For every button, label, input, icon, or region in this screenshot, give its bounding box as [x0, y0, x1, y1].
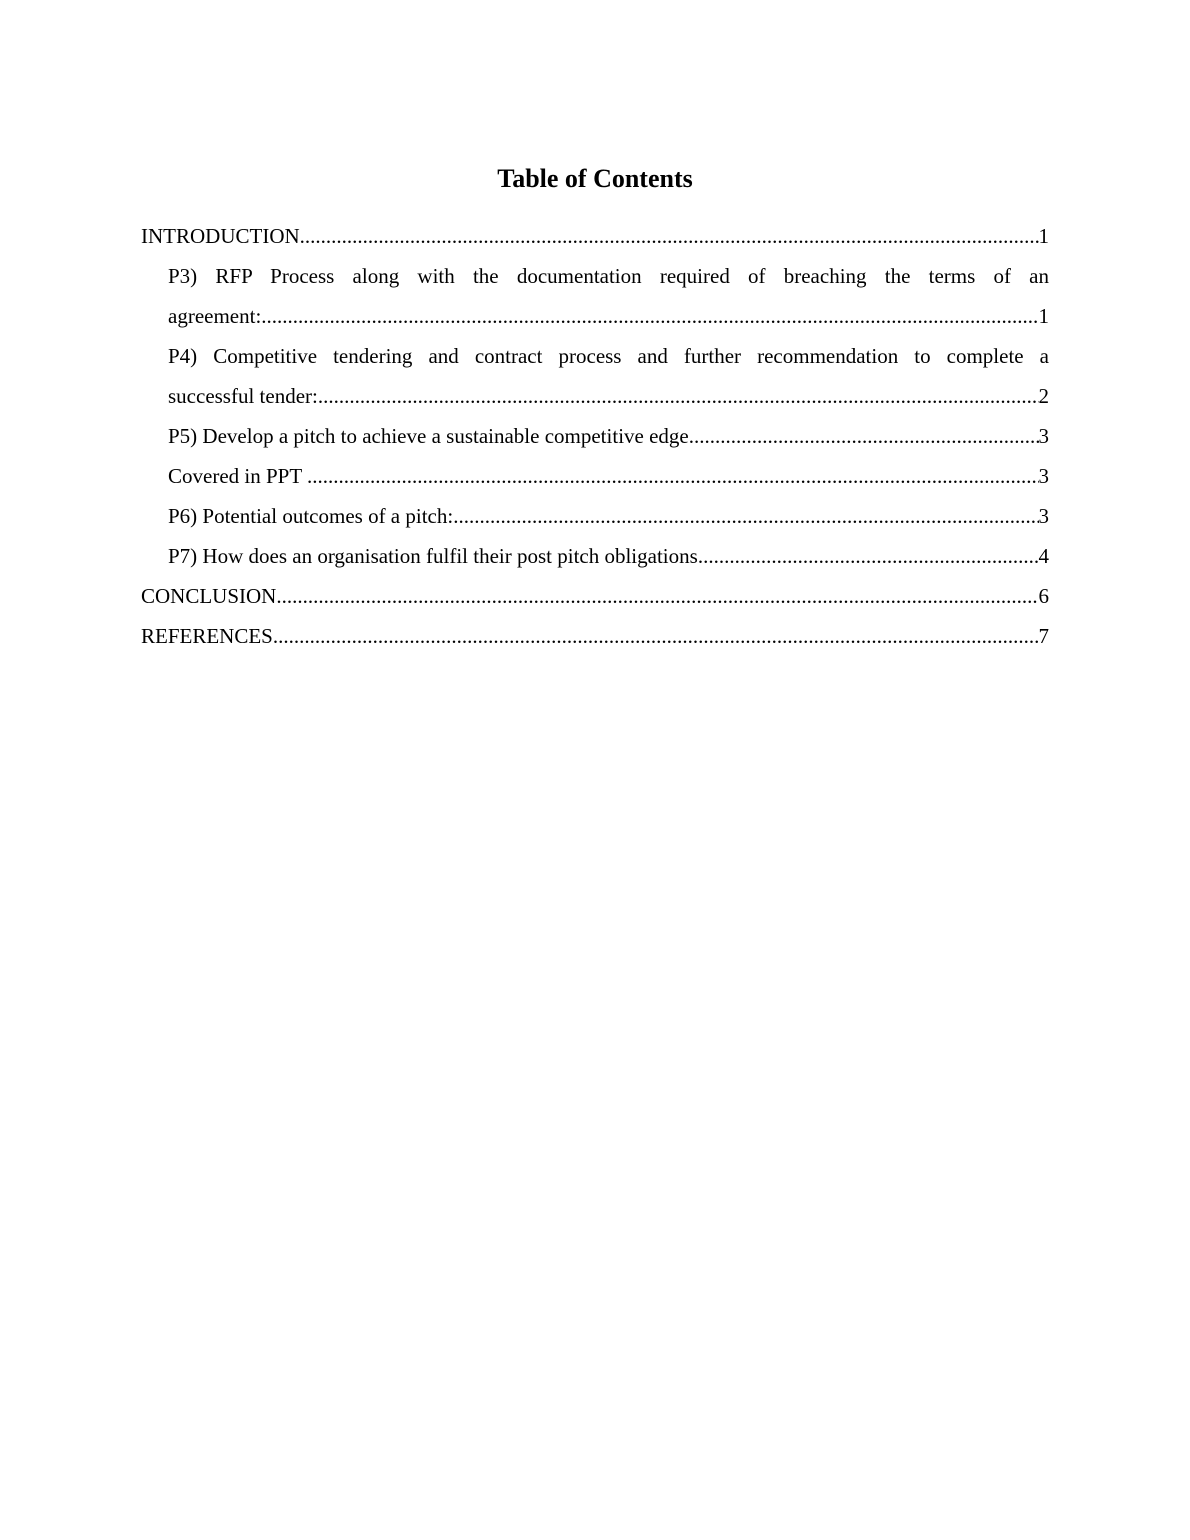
toc-page-number: 3 [1038, 504, 1049, 528]
toc-page-number: 7 [1038, 624, 1049, 648]
toc-entry-conclusion[interactable] [141, 576, 1049, 616]
toc-entry-label: P5) Develop a pitch to achieve a sustainable competitive edge [168, 424, 689, 448]
toc-page-number: 4 [1038, 544, 1049, 568]
toc-page-number: 3 [1038, 464, 1049, 488]
toc-page-number: 3 [1038, 424, 1049, 448]
toc-entry-covered-in-ppt[interactable] [168, 456, 1049, 496]
toc-entry-label: Covered in PPT [168, 464, 308, 488]
toc-title: Table of Contents [497, 164, 693, 193]
toc-entry-label: CONCLUSION [141, 584, 277, 608]
toc-entry-p7[interactable] [168, 536, 1049, 576]
toc-entry-label-line1: P3) RFP Process along with the documentation required of breaching the terms of an [168, 264, 1049, 288]
dot-leader [698, 536, 1039, 576]
toc-entry-label: agreement: [168, 304, 262, 328]
dot-leader [307, 456, 1038, 496]
toc-entry-label: P7) How does an organisation fulfil their post pitch obligations [168, 544, 698, 568]
dot-leader [276, 576, 1038, 616]
toc-page-number: 2 [1038, 384, 1049, 408]
toc-page-number: 6 [1038, 584, 1049, 608]
dot-leader [261, 296, 1038, 336]
dot-leader [689, 416, 1039, 456]
dot-leader [453, 496, 1038, 536]
dot-leader [300, 216, 1039, 256]
toc-entry-references[interactable] [141, 616, 1049, 656]
toc-entry-label: successful tender: [168, 384, 318, 408]
toc-entry-p5[interactable] [168, 416, 1049, 456]
toc-entry-label: P6) Potential outcomes of a pitch: [168, 504, 454, 528]
dot-leader [318, 376, 1039, 416]
toc-page-number: 1 [1038, 304, 1049, 328]
toc-entry-introduction[interactable] [141, 216, 1049, 256]
toc-page-number: 1 [1038, 224, 1049, 248]
toc-entry-label-line1: P4) Competitive tendering and contract process and further recommendation to complete a [168, 344, 1049, 368]
toc-entry-p6[interactable] [168, 496, 1049, 536]
table-of-contents [141, 216, 1049, 656]
toc-entry-p3[interactable] [168, 256, 1049, 336]
dot-leader [273, 616, 1039, 656]
toc-entry-p4[interactable] [168, 336, 1049, 416]
toc-entry-label: REFERENCES [141, 624, 273, 648]
toc-entry-label: INTRODUCTION [141, 224, 300, 248]
